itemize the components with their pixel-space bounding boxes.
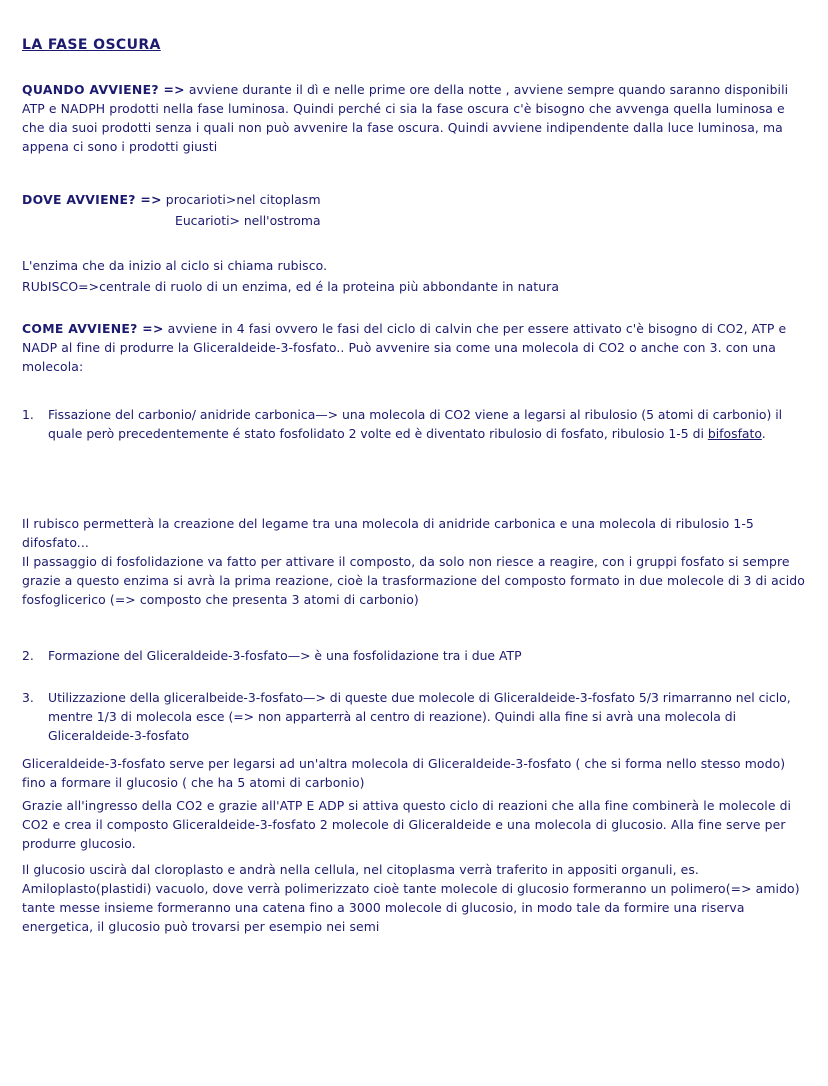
step-1-body: Fissazione del carbonio/ anidride carbonica—> una molecola di CO2 viene a legarsi al ribulosio (5 atomi di carbonio) il quale però precedentemente é stato fosfolidato 2 volte ed è diventato ribulosio di fosfato, ribulosio 1-5 di — [48, 407, 783, 441]
dove-line-2: Eucarioti> nell'ostroma — [175, 213, 321, 228]
step-3-paragraph-3: Grazie all'ingresso della CO2 e grazie all'ATP E ADP si attiva questo ciclo di reazioni che alla fine combinerà le molecole di CO2 e crea il composto Gliceraldeide-3-fosfato 2 molecole di Gliceraldeide e una molecola di glucosio. Alla fine serve per produrre glucosio. — [22, 798, 792, 851]
come-text: avviene in 4 fasi ovvero le fasi del ciclo di calvin che per essere attivato c'è bisogno di CO2, ATP e NADP al fine di produrre la Gliceraldeide-3-fosfato.. Può avvenire sia come una molecola di CO2 o anche con 3. con una molecola: — [22, 321, 787, 374]
enzima-line-2: RUbISCO=>centrale di ruolo di un enzima, ed é la proteina più abbondante in natura — [22, 279, 560, 294]
step-1-end: . — [761, 426, 766, 441]
rubisco-line-1: Il rubisco permetterà la creazione del legame tra una molecola di anidride carbonica e una molecola di ribulosio 1-5 difosfato... — [22, 516, 754, 550]
step-3-paragraph-2: Gliceraldeide-3-fosfato serve per legarsi ad un'altra molecola di Gliceraldeide-3-fosfato ( che si forma nello stesso modo) fino a formare il glucosio ( che ha 5 atomi di carbonio) — [22, 756, 786, 790]
rubisco-line-2: Il passaggio di fosfolidazione va fatto per attivare il composto, da solo non riesce a reagire, con i gruppi fosfato si sempre grazie a questo enzima si avrà la prima reazione, cioè la trasformazione del composto formato in due molecole di 3 di acido fosfoglicerico (=> composto che presenta 3 atomi di carbonio) — [22, 554, 805, 607]
step-3-text: Utilizzazione della gliceralbeide-3-fosfato—> di queste due molecole di Gliceraldeide-3-fosfato 5/3 rimarranno nel ciclo, mentre 1/3 di molecola esce (=> non apparterrà al centro di reazione). Quindi alla fine si avrà una molecola di Gliceraldeide-3-fosfato — [48, 690, 791, 743]
come-paragraph — [22, 319, 806, 376]
page-title: LA FASE OSCURA — [22, 37, 161, 53]
step-3-number: 3. — [22, 690, 34, 705]
come-label: COME AVVIENE? => — [22, 321, 164, 336]
quando-label: QUANDO AVVIENE? => — [22, 82, 185, 97]
dove-line-1: procarioti>nel citoplasm — [161, 192, 321, 207]
step-2-number: 2. — [22, 648, 34, 663]
step-1-underlined: bifosfato — [707, 426, 762, 441]
dove-paragraph — [22, 190, 806, 209]
quando-paragraph — [22, 80, 806, 156]
quando-text: avviene durante il dì e nelle prime ore della notte , avviene sempre quando saranno disponibili ATP e NADPH prodotti nella fase luminosa. Quindi perché ci sia la fase oscura c'è bisogno che avvenga quella luminosa e che dia suoi prodotti senza i quali non può avvenire la fase oscura. Quindi avviene indipendente dalla luce luminosa, ma appena ci sono i prodotti giusti — [22, 82, 789, 154]
enzima-line-1: L'enzima che da inizio al ciclo si chiama rubisco. — [22, 258, 328, 273]
dove-label: DOVE AVVIENE? => — [22, 192, 162, 207]
step-2-text: Formazione del Gliceraldeide-3-fosfato—> è una fosfolidazione tra i due ATP — [48, 648, 522, 663]
step-3-paragraph-4: Il glucosio uscirà dal cloroplasto e andrà nella cellula, nel citoplasma verrà traferito in appositi organuli, es. Amiloplasto(plastidi) vacuolo, dove verrà polimerizzato cioè tante molecole di glucosio formeranno un polimero(=> amido) tante messe insieme formeranno una catena fino a 3000 molecole di glucosio, in modo tale da formire una riserva energetica, il glucosio può trovarsi per esempio nei semi — [22, 862, 800, 934]
step-1-number: 1. — [22, 407, 34, 422]
step-1-text — [48, 405, 808, 443]
